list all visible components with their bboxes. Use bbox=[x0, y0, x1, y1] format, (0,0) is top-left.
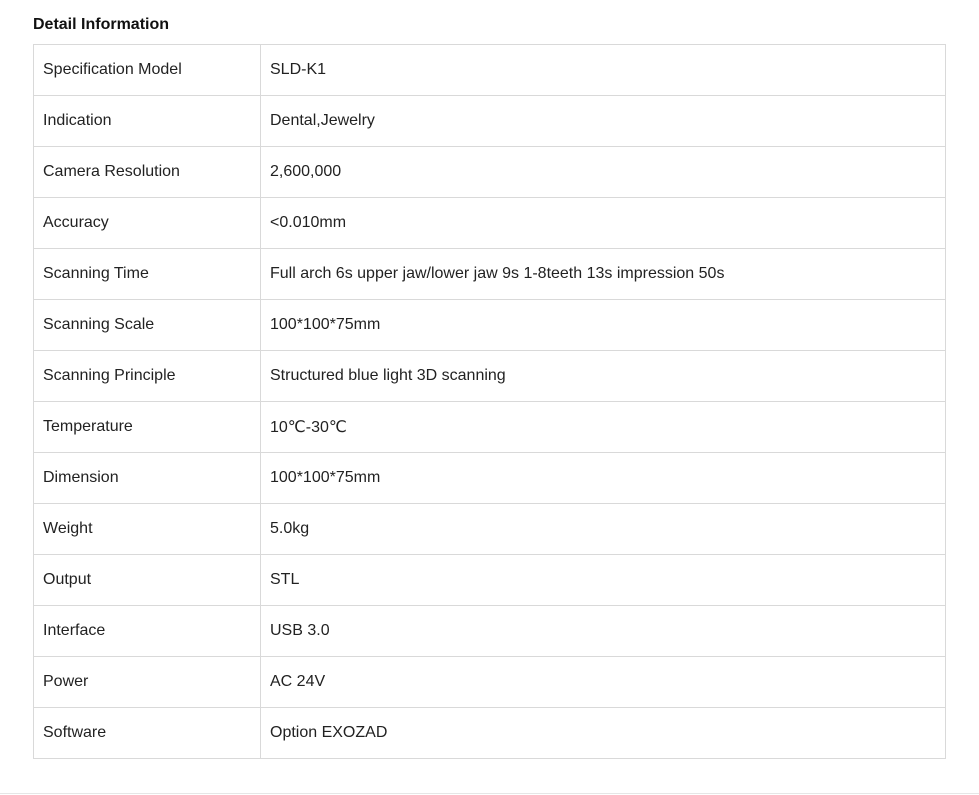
table-row bbox=[34, 606, 946, 657]
table-row bbox=[34, 453, 946, 504]
table-row bbox=[34, 300, 946, 351]
table-row bbox=[34, 249, 946, 300]
spec-label: Scanning Principle bbox=[34, 351, 261, 402]
table-row bbox=[34, 198, 946, 249]
spec-label: Power bbox=[34, 657, 261, 708]
table-row bbox=[34, 45, 946, 96]
spec-value: 10℃-30℃ bbox=[261, 402, 946, 453]
spec-value: Structured blue light 3D scanning bbox=[261, 351, 946, 402]
spec-label: Accuracy bbox=[34, 198, 261, 249]
table-row bbox=[34, 504, 946, 555]
spec-label: Output bbox=[34, 555, 261, 606]
spec-table bbox=[33, 44, 946, 759]
table-row bbox=[34, 555, 946, 606]
table-row bbox=[34, 351, 946, 402]
spec-value: 100*100*75mm bbox=[261, 300, 946, 351]
table-row bbox=[34, 657, 946, 708]
spec-label: Scanning Scale bbox=[34, 300, 261, 351]
spec-value: AC 24V bbox=[261, 657, 946, 708]
spec-label: Weight bbox=[34, 504, 261, 555]
spec-label: Interface bbox=[34, 606, 261, 657]
spec-value: 2,600,000 bbox=[261, 147, 946, 198]
spec-value: 5.0kg bbox=[261, 504, 946, 555]
table-row bbox=[34, 96, 946, 147]
spec-value: USB 3.0 bbox=[261, 606, 946, 657]
spec-label: Dimension bbox=[34, 453, 261, 504]
spec-label: Camera Resolution bbox=[34, 147, 261, 198]
table-row bbox=[34, 708, 946, 759]
spec-value: SLD-K1 bbox=[261, 45, 946, 96]
spec-value: Option EXOZAD bbox=[261, 708, 946, 759]
bottom-divider bbox=[0, 793, 979, 794]
spec-value: STL bbox=[261, 555, 946, 606]
spec-table-body bbox=[34, 45, 946, 759]
spec-label: Indication bbox=[34, 96, 261, 147]
spec-value: 100*100*75mm bbox=[261, 453, 946, 504]
spec-label: Temperature bbox=[34, 402, 261, 453]
spec-value: Full arch 6s upper jaw/lower jaw 9s 1-8teeth 13s impression 50s bbox=[261, 249, 946, 300]
table-row bbox=[34, 402, 946, 453]
spec-value: <0.010mm bbox=[261, 198, 946, 249]
spec-label: Specification Model bbox=[34, 45, 261, 96]
spec-value: Dental,Jewelry bbox=[261, 96, 946, 147]
section-title: Detail Information bbox=[33, 16, 170, 33]
spec-label: Scanning Time bbox=[34, 249, 261, 300]
spec-label: Software bbox=[34, 708, 261, 759]
table-row bbox=[34, 147, 946, 198]
